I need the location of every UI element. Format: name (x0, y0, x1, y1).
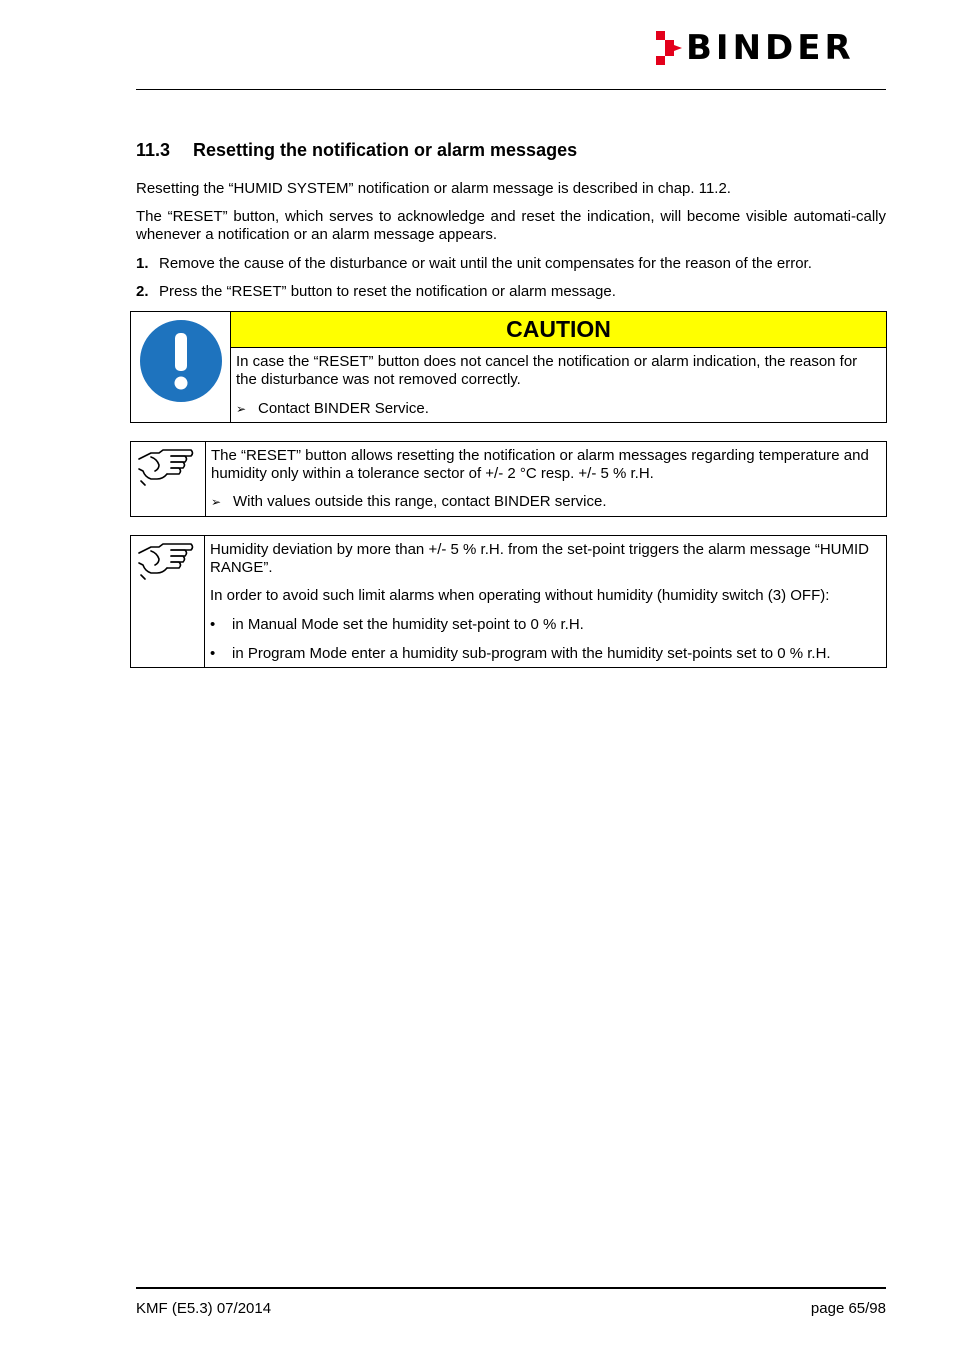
note-2-list-item (210, 616, 881, 634)
note-icon-cell (131, 536, 205, 667)
caution-title: CAUTION (231, 312, 886, 348)
arrow-bullet-icon: ➢ (236, 402, 247, 416)
pointing-hand-icon (137, 541, 195, 581)
note-1-action-text: With values outside this range, contact BINDER service. (233, 493, 607, 510)
note-1-text: The “RESET” button allows resetting the notification or alarm messages regarding temperature and humidity only within a tolerance sector of +/- 2 °C resp. +/- 5 % r.H. (211, 447, 869, 482)
section-title: Resetting the notification or alarm messages (193, 140, 578, 160)
note-2-text-1: Humidity deviation by more than +/- 5 % r.H. from the set-point triggers the alarm message “HUMID RANGE”. (210, 541, 869, 576)
binder-logo-wordmark: BINDER (686, 28, 855, 68)
note-content-2 (205, 536, 886, 667)
step-number: 1. (136, 255, 149, 272)
footer-rule (136, 1287, 886, 1289)
section-number: 11.3 (136, 140, 171, 160)
section-heading (136, 139, 577, 161)
step-1 (136, 255, 886, 273)
binder-logo-mark-icon (656, 31, 682, 65)
note-box-2 (130, 535, 887, 668)
bullet-icon: • (210, 645, 216, 662)
footer-page-number: page 65/98 (810, 1300, 886, 1317)
step-text: Press the “RESET” button to reset the notification or alarm message. (159, 283, 616, 300)
step-number: 2. (136, 283, 149, 300)
bullet-icon: • (210, 616, 216, 633)
note-2-item-text: in Program Mode enter a humidity sub-program with the humidity set-points set to 0 % r.H. (232, 645, 831, 662)
header-rule (136, 89, 886, 90)
note-content-1 (206, 442, 886, 516)
note-1-action (211, 493, 881, 511)
caution-icon-cell (131, 312, 231, 422)
footer-doc-id: KMF (E5.3) 07/2014 (136, 1300, 272, 1317)
exclamation-mandatory-icon (137, 317, 225, 405)
caution-action-text: Contact BINDER Service. (258, 400, 429, 417)
caution-action (236, 400, 881, 418)
binder-logo (656, 28, 886, 68)
arrow-bullet-icon: ➢ (211, 495, 222, 509)
note-icon-cell (131, 442, 206, 516)
note-box-1 (130, 441, 887, 517)
caution-content (231, 312, 886, 422)
paragraph-1: Resetting the “HUMID SYSTEM” notification or alarm message is described in chap. 11.2. (136, 180, 731, 197)
caution-text: In case the “RESET” button does not cancel the notification or alarm indication, the reason for the disturbance was not removed correctly. (236, 353, 858, 388)
paragraph-2: The “RESET” button, which serves to acknowledge and reset the indication, will become visible automati-cally whenever a notification or an alarm message appears. (136, 208, 886, 243)
caution-box (130, 311, 887, 423)
step-text: Remove the cause of the disturbance or wait until the unit compensates for the reason of the error. (159, 255, 812, 272)
note-2-text-2: In order to avoid such limit alarms when operating without humidity (humidity switch (3) OFF): (210, 587, 830, 604)
pointing-hand-icon (137, 447, 195, 487)
note-2-item-text: in Manual Mode set the humidity set-point to 0 % r.H. (232, 616, 584, 633)
step-2 (136, 283, 886, 301)
note-2-list-item (210, 645, 881, 663)
